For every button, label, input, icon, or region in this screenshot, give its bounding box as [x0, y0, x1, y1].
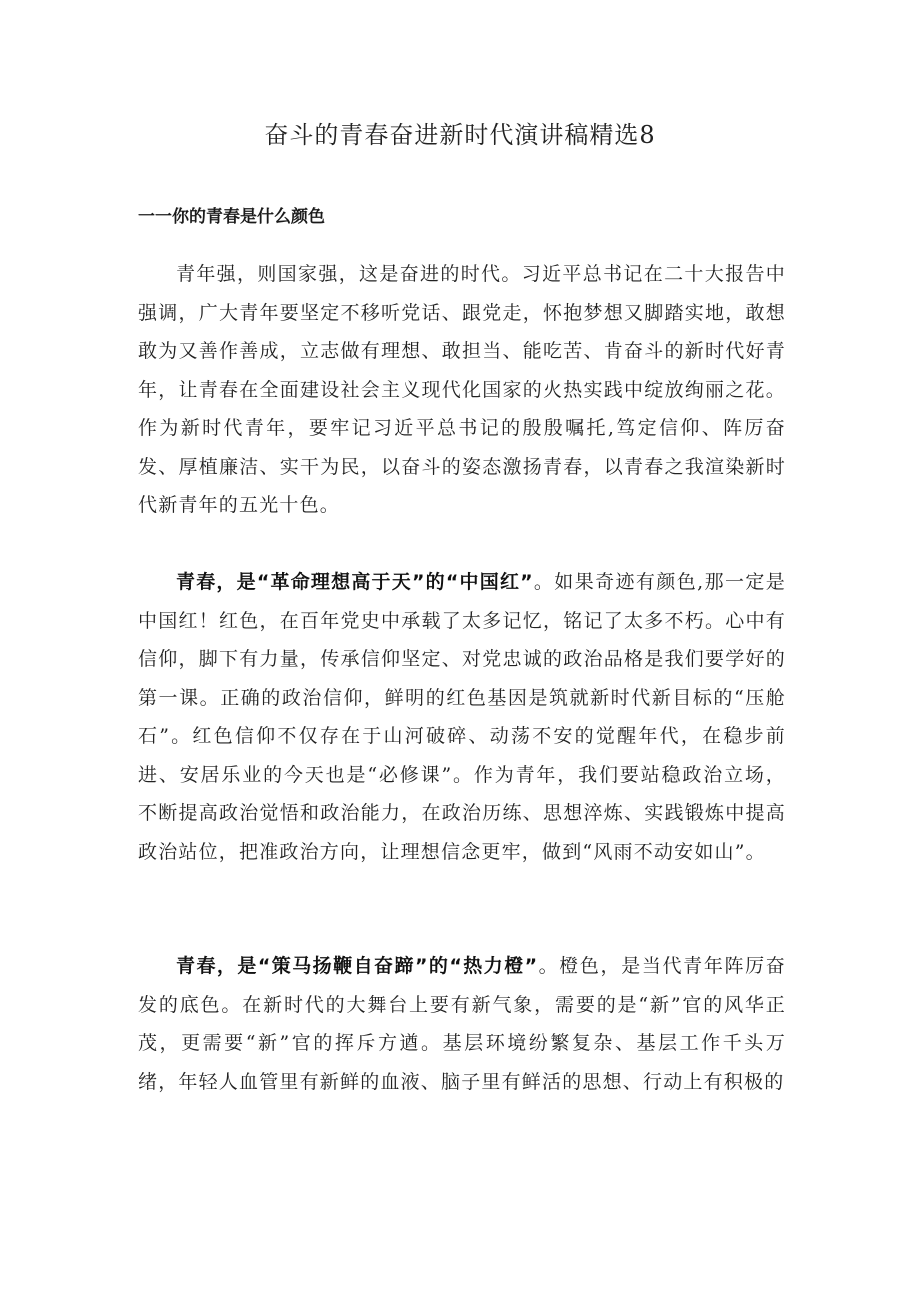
paragraph-text: 。橙色，是当代青年阵厉奋发的底色。在新时代的大舞台上要有新气象，需要的是“新”官的风华正茂，更需要“新”官的挥斥方遒。基层环境纷繁复杂、基层工作千头万绪，年轻人血管里有新鲜的血液、脑子里有鲜活的思想、行动上有积极的	[138, 955, 786, 1093]
section-heading: 一一你的青春是什么颜色	[138, 207, 325, 227]
paragraph-vibrant-orange	[138, 947, 786, 1101]
paragraph-text: 青年强，则国家强，这是奋进的时代。习近平总书记在二十大报告中强调，广大青年要坚定不移听党话、跟党走，怀抱梦想又脚踏实地，敢想敢为又善作善成，立志做有理想、敢担当、能吃苦、肯奋斗的新时代好青年，让青春在全面建设社会主义现代化国家的火热实践中绽放绚丽之花。作为新时代青年，要牢记习近平总书记的殷殷嘱托,笃定信仰、阵厉奋发、厚植廉洁、实干为民，以奋斗的姿态激扬青春，以青春之我渲染新时代新青年的五光十色。	[138, 263, 786, 516]
paragraph-lead: 青春，是“策马扬鞭自奋蹄”的“热力橙”	[176, 955, 539, 977]
paragraph-china-red	[138, 563, 786, 871]
paragraph-intro	[138, 255, 786, 525]
paragraph-text: 。如果奇迹有颜色,那一定是中国红！红色，在百年党史中承载了太多记忆，铭记了太多不朽。心中有信仰，脚下有力量，传承信仰坚定、对党忠诚的政治品格是我们要学好的第一课。正确的政治信仰，鲜明的红色基因是筑就新时代新目标的“压舱石”。红色信仰不仅存在于山河破碎、动荡不安的觉醒年代，在稳步前进、安居乐业的今天也是“必修课”。作为青年，我们要站稳政治立场，不断提高政治觉悟和政治能力，在政治历练、思想淬炼、实践锻炼中提高政治站位，把准政治方向，让理想信念更牢，做到“风雨不动安如山”。	[138, 571, 786, 863]
document-title: 奋斗的青春奋进新时代演讲稿精选8	[264, 121, 656, 149]
paragraph-lead: 青春，是“革命理想高于天”的“中国红”	[176, 571, 534, 593]
